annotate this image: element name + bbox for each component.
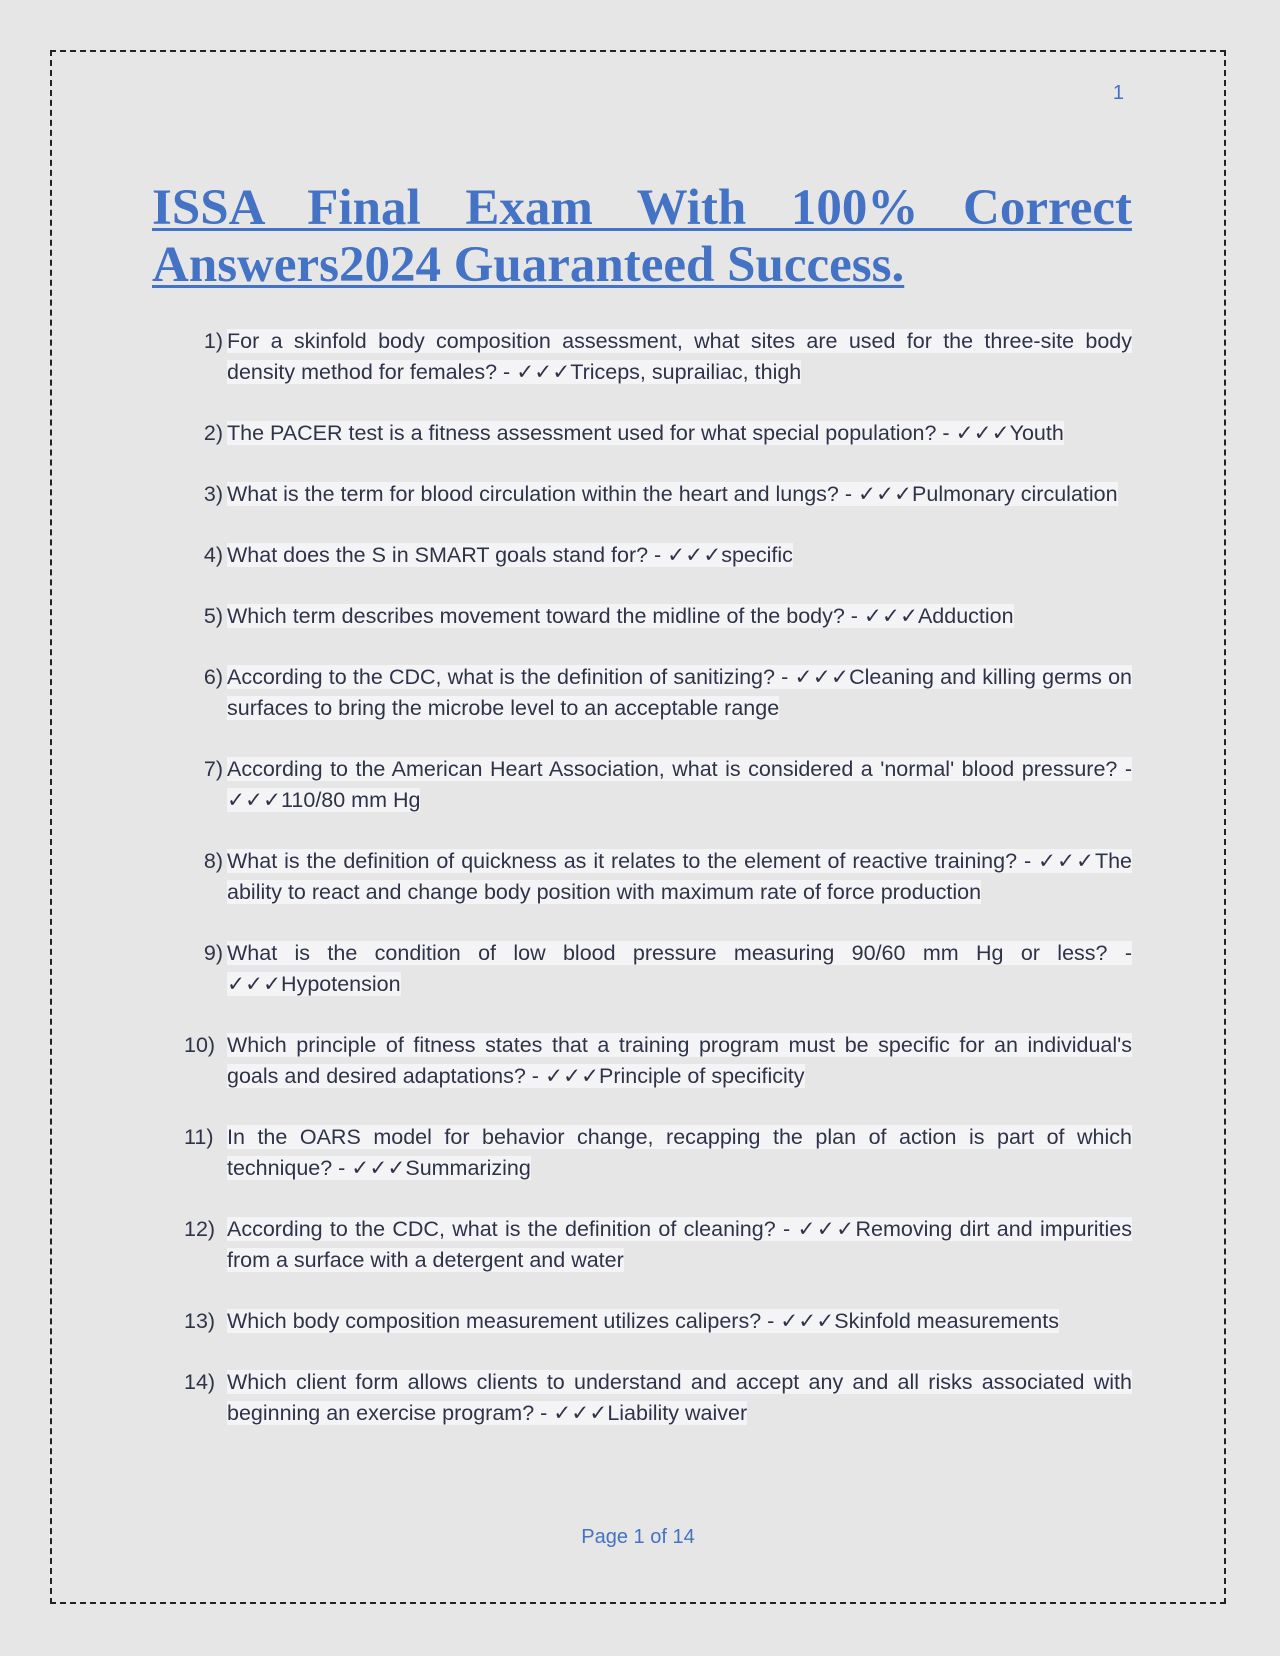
question-text: What is the definition of quickness as it relates to the element of reactive training? - ✓✓✓The ability to react and change body position with maximum rate of force production <box>227 849 1132 904</box>
question-number: 8) <box>203 849 223 873</box>
question-text: According to the CDC, what is the definition of sanitizing? - ✓✓✓Cleaning and killing germs on surfaces to bring the microbe level to an acceptable range <box>227 665 1132 720</box>
question-number: 13) <box>184 1309 216 1333</box>
question-item <box>152 326 1132 388</box>
question-text: In the OARS model for behavior change, recapping the plan of action is part of which technique? - ✓✓✓Summarizing <box>227 1125 1132 1180</box>
question-number: 4) <box>203 543 223 567</box>
question-text: Which term describes movement toward the midline of the body? - ✓✓✓Adduction <box>227 604 1014 628</box>
title-line-1: ISSA Final Exam With 100% Correct <box>152 180 1132 236</box>
question-number: 12) <box>184 1217 216 1241</box>
page-number: 1 <box>1112 82 1124 104</box>
question-text: What is the term for blood circulation within the heart and lungs? - ✓✓✓Pulmonary circulation <box>227 482 1118 506</box>
question-text: What does the S in SMART goals stand for? - ✓✓✓specific <box>227 543 793 567</box>
question-item <box>152 754 1132 816</box>
page-footer: Page 1 of 14 <box>581 1526 695 1548</box>
question-text: What is the condition of low blood pressure measuring 90/60 mm Hg or less? - ✓✓✓Hypotension <box>227 941 1132 996</box>
question-item <box>152 1030 1132 1092</box>
question-item <box>152 1367 1132 1429</box>
question-text: Which principle of fitness states that a training program must be specific for an individual's goals and desired adaptations? - ✓✓✓Principle of specificity <box>227 1033 1132 1088</box>
question-text: According to the American Heart Association, what is considered a 'normal' blood pressure? - ✓✓✓110/80 mm Hg <box>227 757 1132 812</box>
question-item <box>152 418 1132 449</box>
question-item <box>152 479 1132 510</box>
question-number: 1) <box>203 329 223 353</box>
question-number: 5) <box>203 604 223 628</box>
question-text: For a skinfold body composition assessment, what sites are used for the three-site body density method for females? - ✓✓✓Triceps, suprailiac, thigh <box>227 329 1132 384</box>
question-item <box>152 846 1132 908</box>
question-number: 10) <box>184 1033 216 1057</box>
question-number: 3) <box>203 482 223 506</box>
question-item <box>152 1214 1132 1276</box>
document-title <box>152 180 1132 294</box>
question-number: 11) <box>184 1125 214 1149</box>
question-number: 2) <box>203 421 223 445</box>
question-item <box>152 938 1132 1000</box>
question-item <box>152 540 1132 571</box>
title-line-2: Answers2024 Guaranteed Success. <box>152 237 905 293</box>
question-text: According to the CDC, what is the definition of cleaning? - ✓✓✓Removing dirt and impurities from a surface with a detergent and water <box>227 1217 1132 1272</box>
question-text: Which client form allows clients to understand and accept any and all risks associated with beginning an exercise program? - ✓✓✓Liability waiver <box>227 1370 1132 1425</box>
question-item <box>152 1306 1132 1337</box>
question-item <box>152 1122 1132 1184</box>
question-text: Which body composition measurement utilizes calipers? - ✓✓✓Skinfold measurements <box>227 1309 1059 1333</box>
question-number: 6) <box>203 665 223 689</box>
question-number: 9) <box>203 941 223 965</box>
question-number: 14) <box>184 1370 216 1394</box>
question-text: The PACER test is a fitness assessment used for what special population? - ✓✓✓Youth <box>227 421 1064 445</box>
question-list <box>152 326 1132 1459</box>
question-item <box>152 601 1132 632</box>
document-page <box>50 50 1226 1604</box>
question-number: 7) <box>203 757 223 781</box>
question-item <box>152 662 1132 724</box>
